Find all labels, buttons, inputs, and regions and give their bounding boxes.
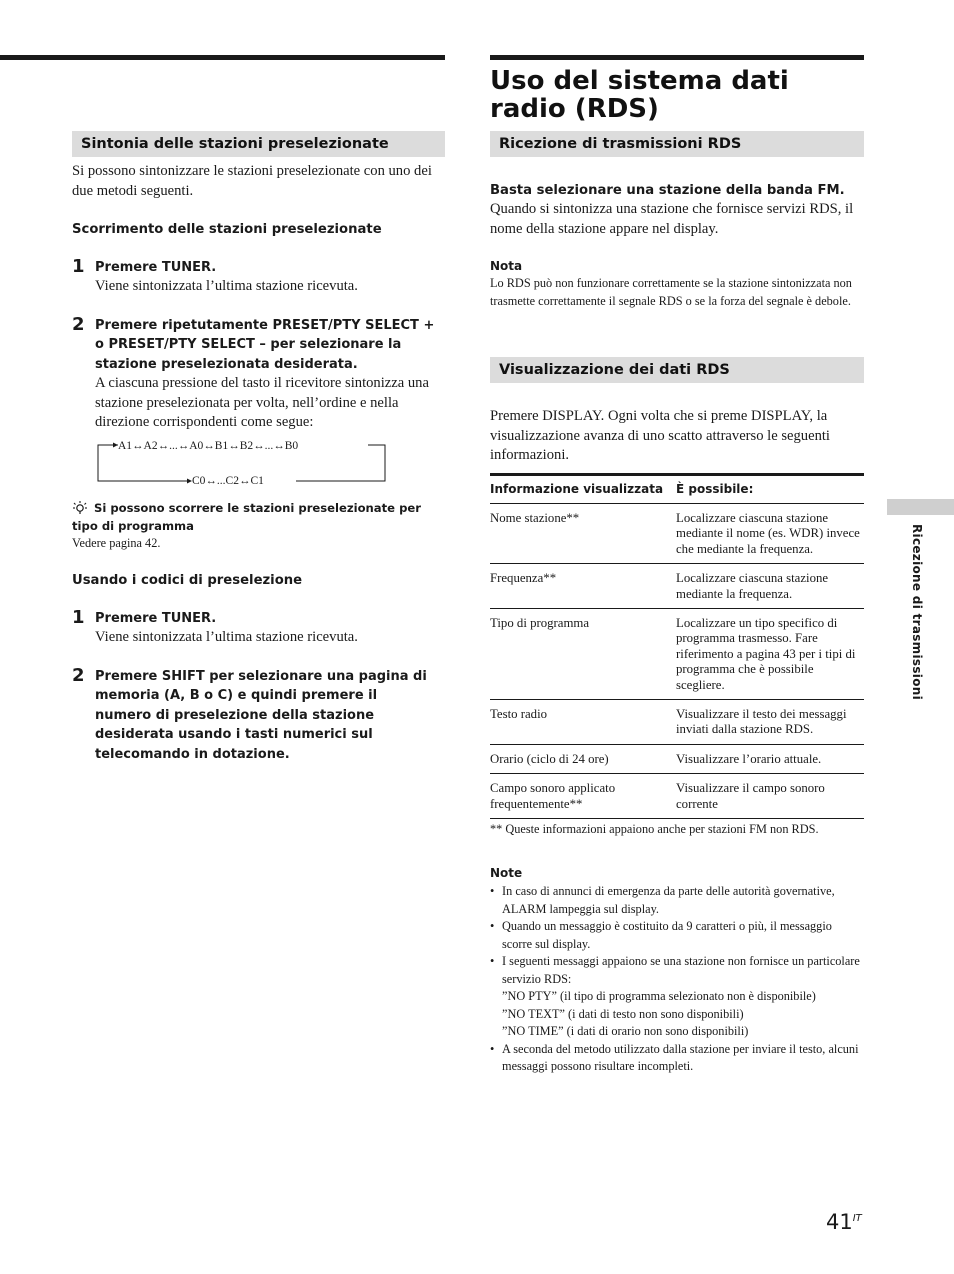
tip-text: Si possono scorrere le stazioni preselezionate per tipo di programma xyxy=(72,501,421,533)
left-top-rule xyxy=(0,55,445,60)
table-cell: Orario (ciclo di 24 ore) xyxy=(490,744,676,773)
codes-step-2-heading: Premere SHIFT per selezionare una pagina di memoria (A, B o C) e quindi premere il numero di preselezione della stazione desiderata usando i tasti numerici sul telecomando in dotazione. xyxy=(95,669,427,762)
note-text: Quando un messaggio è costituito da 9 caratteri o più, il messaggio scorre sul display. xyxy=(502,919,832,951)
note-item: • I seguenti messaggi appaiono se una stazione non fornisce un particolare servizio RDS: ”NO PTY” (il tipo di programma selezionato non è disponibile) ”NO TEXT” (i dati di testo non sono disponibili) ”NO TIME” (i dati di orario non sono disponibili) xyxy=(490,953,864,1041)
rds-lead: Basta selezionare una stazione della banda FM. xyxy=(490,183,845,198)
scroll-step-1-heading: Premere TUNER. xyxy=(95,260,217,275)
table-cell: Localizzare ciascuna stazione mediante la frequenza. xyxy=(676,564,864,609)
table-cell: Testo radio xyxy=(490,700,676,745)
codes-step-1-body: Viene sintonizzata l’ultima stazione ricevuta. xyxy=(95,629,358,645)
note-item: • Quando un messaggio è costituito da 9 caratteri o più, il messaggio scorre sul display. xyxy=(490,919,832,951)
section-title-preset-tuning: Sintonia delle stazioni preselezionate xyxy=(72,131,445,157)
scroll-step-1-body: Viene sintonizzata l’ultima stazione ricevuta. xyxy=(95,278,358,294)
note-item: • A seconda del metodo utilizzato dalla stazione per inviare il testo, alcuni messaggi possono risultare incompleti. xyxy=(490,1041,859,1073)
note-sub-item: ”NO TIME” (i dati di orario non sono disponibili) xyxy=(502,1024,749,1038)
page-number xyxy=(826,1206,862,1235)
table-header-possible: È possibile: xyxy=(676,476,864,504)
preset-intro: Si possono sintonizzare le stazioni preselezionate con uno dei due metodi seguenti. xyxy=(72,163,432,199)
table-cell: Frequenza** xyxy=(490,564,676,609)
table-cell: Localizzare ciascuna stazione mediante il nome (es. WDR) invece che mediante la frequenza. xyxy=(676,504,864,564)
notes-list xyxy=(490,883,864,1076)
table-row xyxy=(490,700,864,745)
preset-order-diagram xyxy=(96,436,388,488)
section-side-label: Ricezione di trasmissioni xyxy=(910,524,924,700)
page-title: Uso del sistema dati radio (RDS) xyxy=(490,66,789,124)
page-number-value: 41 xyxy=(826,1210,853,1234)
table-row xyxy=(490,564,864,609)
note-sub-item: ”NO PTY” (il tipo di programma selezionato non è disponibile) xyxy=(502,989,816,1003)
note-item: • In caso di annunci di emergenza da parte delle autorità governative, ALARM lampeggia sul display. xyxy=(490,884,835,916)
tip-reference: Vedere pagina 42. xyxy=(72,536,161,550)
table-row xyxy=(490,744,864,773)
codes-step-1-number: 1 xyxy=(72,607,85,628)
rds-info-table xyxy=(490,476,864,819)
table-cell: Tipo di programma xyxy=(490,609,676,700)
table-cell: Visualizzare il testo dei messaggi inviati dalla stazione RDS. xyxy=(676,700,864,745)
codes-step-2-number: 2 xyxy=(72,665,85,686)
note-text: I seguenti messaggi appaiono se una stazione non fornisce un particolare servizio RDS: xyxy=(502,954,860,986)
scroll-step-2-number: 2 xyxy=(72,314,85,335)
codes-heading: Usando i codici di preselezione xyxy=(72,573,303,588)
diagram-bottom-row: C0↔...C2↔C1 xyxy=(192,475,264,487)
scroll-step-2-body: A ciascuna pressione del tasto il ricevitore sintonizza una stazione preselezionata per volta, nell’ordine e nella direzione corrispondenti come segue: xyxy=(95,375,429,430)
table-footnote: ** Queste informazioni appaiono anche per stazioni FM non RDS. xyxy=(490,822,819,836)
table-cell: Nome stazione** xyxy=(490,504,676,564)
scroll-step-2-heading: Premere ripetutamente PRESET/PTY SELECT + o PRESET/PTY SELECT – per selezionare la stazione preselezionata desiderata. xyxy=(95,318,435,372)
note-text: A seconda del metodo utilizzato dalla stazione per inviare il testo, alcuni messaggi possono risultare incompleti. xyxy=(502,1041,859,1073)
section-title-rds-reception: Ricezione di trasmissioni RDS xyxy=(490,131,864,157)
page-number-suffix: IT xyxy=(852,1213,862,1224)
scroll-step-1-number: 1 xyxy=(72,256,85,277)
table-row xyxy=(490,504,864,564)
table-row xyxy=(490,774,864,819)
section-side-tab xyxy=(887,499,954,515)
diagram-top-row: A1↔A2↔...↔A0↔B1↔B2↔...↔B0 xyxy=(118,440,299,452)
section-title-rds-display: Visualizzazione dei dati RDS xyxy=(490,357,864,383)
table-cell: Localizzare un tipo specifico di programma trasmesso. Fare riferimento a pagina 43 per i tipi di programma che è possibile scegliere. xyxy=(676,609,864,700)
nota-label: Nota xyxy=(490,259,523,273)
table-header-row xyxy=(490,476,864,504)
right-top-rule xyxy=(490,55,864,60)
table-header-info: Informazione visualizzata xyxy=(490,476,676,504)
table-cell: Visualizzare l’orario attuale. xyxy=(676,744,864,773)
notes-label: Note xyxy=(490,866,523,880)
note-text: In caso di annunci di emergenza da parte delle autorità governative, ALARM lampeggia sul display. xyxy=(502,884,835,916)
rds-body: Quando si sintonizza una stazione che fornisce servizi RDS, il nome della stazione appare nel display. xyxy=(490,201,854,237)
table-cell: Campo sonoro applicato frequentemente** xyxy=(490,774,676,819)
display-body: Premere DISPLAY. Ogni volta che si preme DISPLAY, la visualizzazione avanza di uno scatto attraverso le seguenti informazioni. xyxy=(490,408,830,463)
table-row xyxy=(490,609,864,700)
note-sub-item: ”NO TEXT” (i dati di testo non sono disponibili) xyxy=(502,1006,744,1021)
nota-text: Lo RDS può non funzionare correttamente se la stazione sintonizzata non trasmette correttamente il segnale RDS o se la forza del segnale è debole. xyxy=(490,276,852,308)
scroll-heading: Scorrimento delle stazioni preselezionate xyxy=(72,222,382,237)
codes-step-1-heading: Premere TUNER. xyxy=(95,611,217,626)
table-cell: Visualizzare il campo sonoro corrente xyxy=(676,774,864,819)
